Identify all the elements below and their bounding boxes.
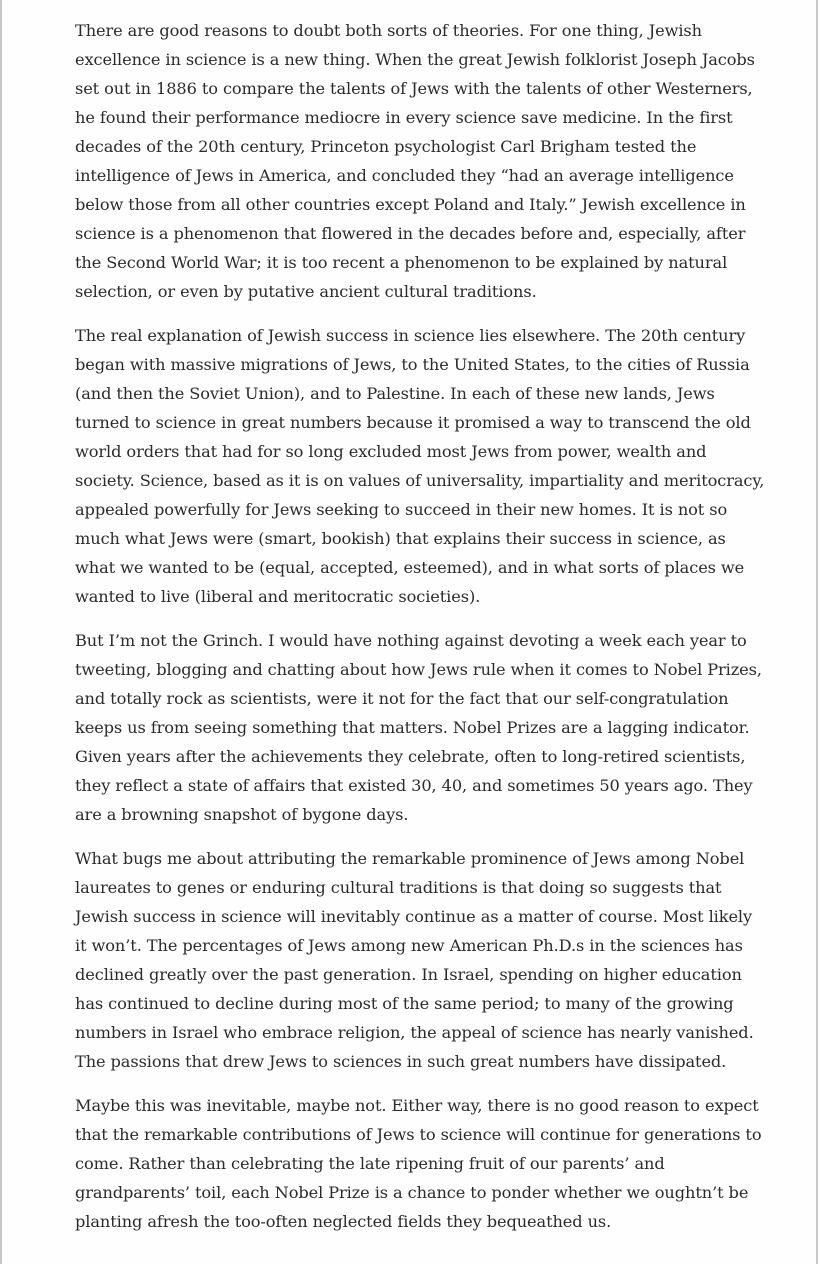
- article-body: [75, 16, 765, 1251]
- article-paragraph: What bugs me about attributing the remarkable prominence of Jews among Nobel laureates to genes or enduring cultural traditions is that doing so suggests that Jewish success in science will inevitably continue as a matter of course. Most likely it won’t. The percentages of Jews among new American Ph.D.s in the sciences has declined greatly over the past generation. In Israel, spending on higher education has continued to decline during most of the same period; to many of the growing numbers in Israel who embrace religion, the appeal of science has nearly vanished. The passions that drew Jews to sciences in such great numbers have dissipated.: [75, 849, 754, 1071]
- article-paragraph: Maybe this was inevitable, maybe not. Either way, there is no good reason to expect that the remarkable contributions of Jews to science will continue for generations to come. Rather than celebrating the late ripening fruit of our parents’ and grandparents’ toil, each Nobel Prize is a chance to ponder whether we oughtn’t be planting afresh the too-often neglected fields they bequeathed us.: [75, 1096, 762, 1231]
- article-paragraph: The real explanation of Jewish success in science lies elsewhere. The 20th century began with massive migrations of Jews, to the United States, to the cities of Russia (and then the Soviet Union), and to Palestine. In each of these new lands, Jews turned to science in great numbers because it promised a way to transcend the old world orders that had for so long excluded most Jews from power, wealth and society. Science, based as it is on values of universality, impartiality and meritocracy, appealed powerfully for Jews seeking to succeed in their new homes. It is not so much what Jews were (smart, bookish) that explains their success in science, as what we wanted to be (equal, accepted, esteemed), and in what sorts of places we wanted to live (liberal and meritocratic societies).: [75, 326, 765, 606]
- article-paragraph: There are good reasons to doubt both sorts of theories. For one thing, Jewish excellence in science is a new thing. When the great Jewish folklorist Joseph Jacobs set out in 1886 to compare the talents of Jews with the talents of other Westerners, he found their performance mediocre in every science save medicine. In the first decades of the 20th century, Princeton psychologist Carl Brigham tested the intelligence of Jews in America, and concluded they “had an average intelligence below those from all other countries except Poland and Italy.” Jewish excellence in science is a phenomenon that flowered in the decades before and, especially, after the Second World War; it is too recent a phenomenon to be explained by natural selection, or even by putative ancient cultural traditions.: [75, 21, 755, 301]
- article-paragraph: But I’m not the Grinch. I would have nothing against devoting a week each year to tweeting, blogging and chatting about how Jews rule when it comes to Nobel Prizes, and totally rock as scientists, were it not for the fact that our self-congratulation keeps us from seeing something that matters. Nobel Prizes are a lagging indicator. Given years after the achievements they celebrate, often to long-retired scientists, they reflect a state of affairs that existed 30, 40, and sometimes 50 years ago. They are a browning snapshot of bygone days.: [75, 631, 762, 824]
